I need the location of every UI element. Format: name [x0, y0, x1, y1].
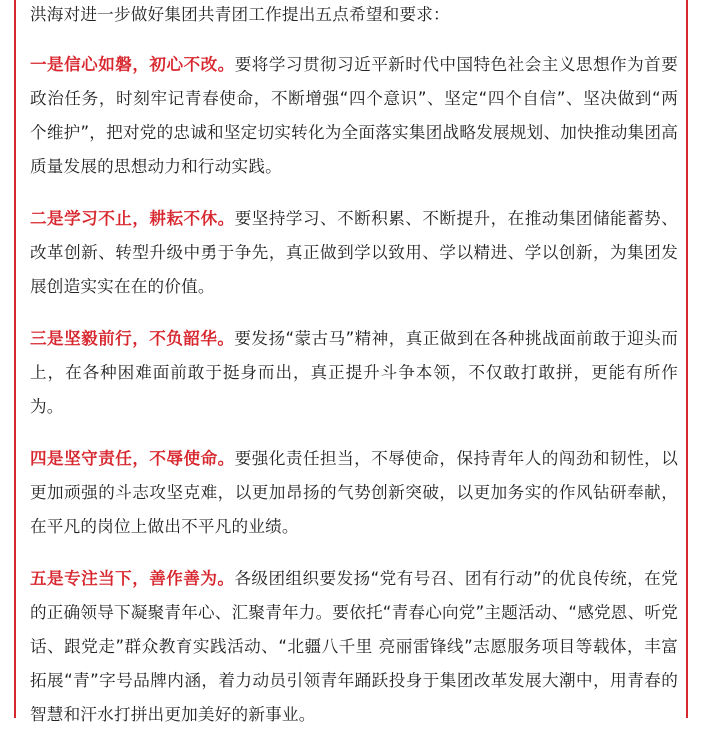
paragraph-1: [30, 48, 678, 184]
paragraph-lead: 一是信心如磐，初心不改。: [30, 55, 235, 74]
paragraph-lead: 五是专注当下，善作善为。: [30, 569, 235, 588]
paragraph-5: [30, 562, 678, 732]
paragraph-2: [30, 202, 678, 304]
paragraph-body: 要发扬“蒙古马”精神，真正做到在各种挑战面前敢于迎头而上，在各种困难面前敢于挺身而出，真正提升斗争本领，不仅敢打敢拼，更能有所作为。: [30, 329, 679, 416]
paragraph-body: 要坚持学习、不断积累、不断提升，在推动集团储能蓄势、改革创新、转型升级中勇于争先，真正做到学以致用、学以精进、学以创新，为集团发展创造实实在在的价值。: [30, 209, 678, 296]
intro-text: 洪海对进一步做好集团共青团工作提出五点希望和要求：: [30, 5, 450, 24]
paragraph-4: [30, 442, 678, 544]
paragraph-lead: 四是坚守责任，不辱使命。: [30, 449, 235, 468]
paragraph-body: 各级团组织要发扬“党有号召、团有行动”的优良传统，在党的正确领导下凝聚青年心、汇聚青年力。要依托“青春心向党”主题活动、“感党恩、听党话、跟党走”群众教育实践活动、“北疆八千里 亮丽雷锋线”志愿服务项目等载体，丰富拓展“青”字号品牌内涵，着力动员引领青年踊跃投身于集团改革发展大潮中，用青春的智慧和汗水打拼出更加美好的新事业。: [30, 569, 679, 724]
paragraph-3: [30, 322, 678, 424]
paragraph-body: 要将学习贯彻习近平新时代中国特色社会主义思想作为首要政治任务，时刻牢记青春使命，不断增强“四个意识”、坚定“四个自信”、坚决做到“两个维护”，把对党的忠诚和坚定切实转化为全面落实集团战略发展规划、加快推动集团高质量发展的思想动力和行动实践。: [30, 55, 678, 176]
paragraph-lead: 二是学习不止，耕耘不休。: [30, 209, 235, 228]
paragraph-lead: 三是坚毅前行，不负韶华。: [30, 329, 235, 348]
article-body: [30, 0, 678, 732]
paragraph-body: 要强化责任担当，不辱使命，保持青年人的闯劲和韧性，以更加顽强的斗志攻坚克难，以更加昂扬的气势创新突破，以更加务实的作风钻研奉献，在平凡的岗位上做出不平凡的业绩。: [30, 449, 678, 536]
